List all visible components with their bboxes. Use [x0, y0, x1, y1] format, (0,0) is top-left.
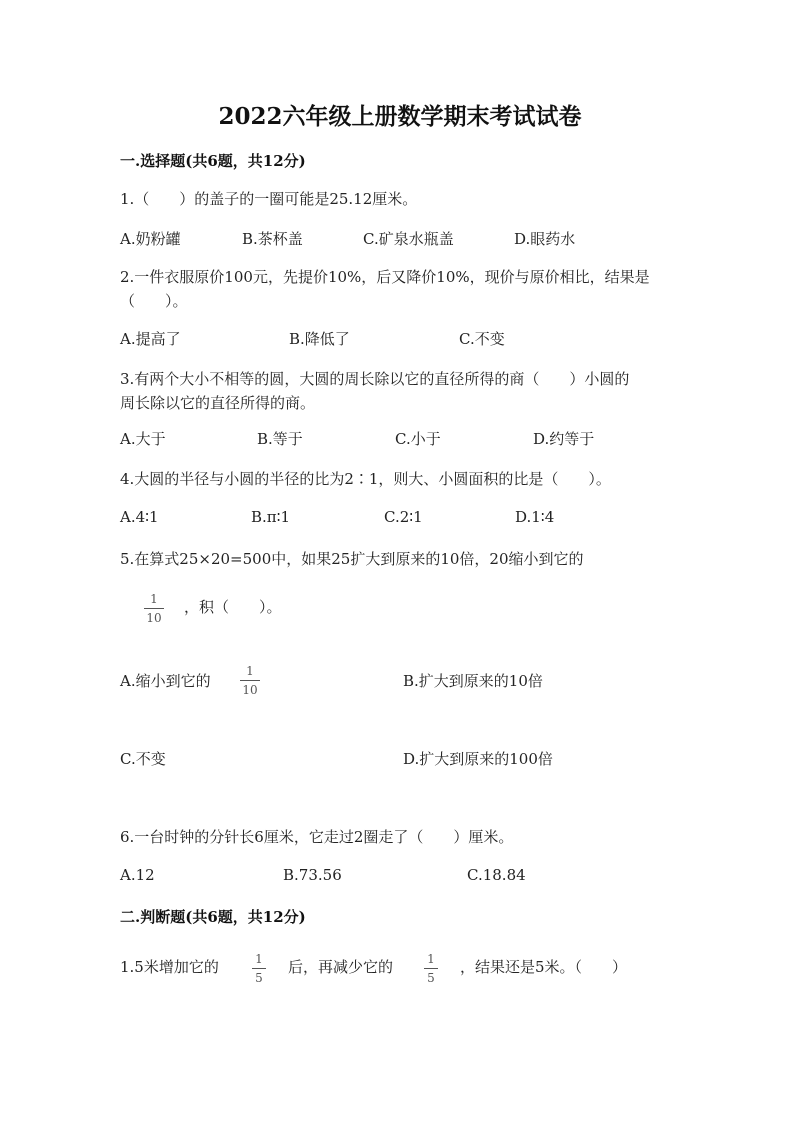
fraction-bar — [240, 680, 260, 681]
judge-1-fraction-1 — [252, 952, 266, 985]
question-2-line1: 2.一件衣服原价100元，先提价10%，后又降价10%，现价与原价相比，结果是 — [120, 268, 650, 286]
fraction-denominator: 5 — [255, 971, 263, 985]
q4-option-b: B.π∶1 — [251, 508, 291, 526]
q5-option-c: C.不变 — [120, 750, 166, 768]
fraction-bar — [144, 608, 164, 609]
q5-fraction — [144, 592, 164, 625]
judge-1-part3: ，结果还是5米。（ ） — [460, 958, 628, 976]
q2-option-b: B.降低了 — [289, 330, 350, 348]
fraction-numerator: 1 — [255, 952, 263, 966]
question-3-line1: 3.有两个大小不相等的圆，大圆的周长除以它的直径所得的商（ ）小圆的 — [120, 370, 630, 388]
question-5-line2: ，积（ ）。 — [184, 598, 282, 616]
q2-option-a: A.提高了 — [120, 330, 181, 348]
q5-option-d: D.扩大到原来的100倍 — [403, 750, 553, 768]
fraction-numerator: 1 — [246, 664, 254, 678]
fraction-denominator: 10 — [146, 611, 162, 625]
question-2-line2: （ ）。 — [120, 292, 188, 310]
q1-option-d: D.眼药水 — [514, 230, 576, 248]
q5-option-a: A.缩小到它的 — [120, 672, 211, 690]
fraction-numerator: 1 — [150, 592, 158, 606]
q1-option-b: B.茶杯盖 — [242, 230, 303, 248]
fraction-denominator: 10 — [242, 683, 258, 697]
q3-option-b: B.等于 — [257, 430, 303, 448]
section-heading-judgement: 二.判断题(共6题，共12分) — [120, 908, 306, 926]
q1-option-a: A.奶粉罐 — [120, 230, 181, 248]
question-6: 6.一台时钟的分针长6厘米，它走过2圈走了（ ）厘米。 — [120, 828, 514, 846]
question-3-line2: 周长除以它的直径所得的商。 — [120, 394, 316, 412]
q6-option-a: A.12 — [120, 866, 155, 884]
fraction-bar — [424, 968, 438, 969]
judge-1-fraction-2 — [424, 952, 438, 985]
question-4: 4.大圆的半径与小圆的半径的比为2∶1，则大、小圆面积的比是（ ）。 — [120, 470, 611, 488]
q3-option-a: A.大于 — [120, 430, 166, 448]
fraction-denominator: 5 — [427, 971, 435, 985]
q3-option-d: D.约等于 — [533, 430, 595, 448]
judge-1-part2: 后，再减少它的 — [288, 958, 394, 976]
q2-option-c: C.不变 — [459, 330, 505, 348]
q4-option-c: C.2∶1 — [384, 508, 423, 526]
q5-option-b: B.扩大到原来的10倍 — [403, 672, 543, 690]
q6-option-b: B.73.56 — [283, 866, 342, 884]
q4-option-a: A.4∶1 — [120, 508, 159, 526]
q3-option-c: C.小于 — [395, 430, 441, 448]
q4-option-d: D.1∶4 — [515, 508, 555, 526]
page-title: 2022六年级上册数学期末考试试卷 — [218, 103, 582, 130]
question-5-line1: 5.在算式25×20=500中，如果25扩大到原来的10倍，20缩小到它的 — [120, 550, 584, 568]
fraction-numerator: 1 — [427, 952, 435, 966]
q6-option-c: C.18.84 — [467, 866, 526, 884]
q5-option-a-fraction — [240, 664, 260, 697]
q1-option-c: C.矿泉水瓶盖 — [363, 230, 454, 248]
judge-1-part1: 1.5米增加它的 — [120, 958, 219, 976]
section-heading-choice: 一.选择题(共6题，共12分) — [120, 152, 306, 170]
fraction-bar — [252, 968, 266, 969]
question-1: 1.（ ）的盖子的一圈可能是25.12厘米。 — [120, 190, 418, 208]
